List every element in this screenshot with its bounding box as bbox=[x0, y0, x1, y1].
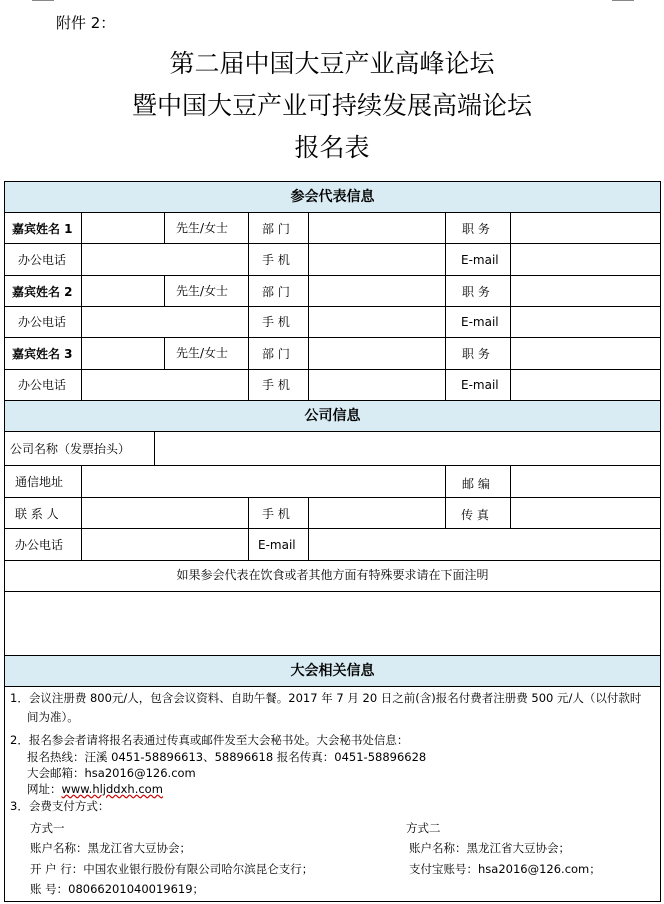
rule bbox=[5, 431, 660, 432]
delegate-3-email-label: E-mail bbox=[461, 378, 499, 392]
method-1-heading: 方式一 bbox=[30, 821, 65, 835]
rule bbox=[5, 337, 660, 338]
delegate-2-email-field[interactable] bbox=[511, 308, 660, 337]
rule bbox=[5, 591, 660, 592]
delegate-3-mobile-field[interactable] bbox=[309, 371, 445, 400]
delegate-2-title-label: 职 务 bbox=[462, 285, 490, 299]
delegate-3-title-field[interactable] bbox=[511, 339, 660, 369]
company-contact-field[interactable] bbox=[82, 499, 248, 528]
delegate-1-honorific: 先生/女士 bbox=[176, 221, 229, 235]
delegate-1-dept-label: 部 门 bbox=[262, 222, 290, 236]
rule bbox=[5, 497, 660, 498]
delegate-1-name-label: 嘉宾姓名 1 bbox=[12, 222, 73, 236]
delegate-3-office-phone-field[interactable] bbox=[82, 371, 248, 400]
conference-email: 大会邮箱：hsa2016@126.com bbox=[27, 766, 196, 780]
delegate-2-dept-label: 部 门 bbox=[262, 285, 290, 299]
section-company-header: 公司信息 bbox=[5, 401, 660, 431]
payment-methods-heading: 3．会费支付方式： bbox=[10, 799, 110, 813]
rule bbox=[5, 465, 660, 466]
rule bbox=[5, 528, 660, 529]
company-address-label: 通信地址 bbox=[15, 475, 64, 489]
rule bbox=[164, 337, 165, 369]
delegate-1-email-field[interactable] bbox=[511, 245, 660, 274]
rule bbox=[5, 306, 660, 307]
rule bbox=[5, 655, 660, 656]
company-name-field[interactable] bbox=[155, 433, 660, 465]
section-conference-header: 大会相关信息 bbox=[5, 656, 660, 686]
delegate-2-honorific: 先生/女士 bbox=[176, 284, 229, 298]
delegate-3-honorific: 先生/女士 bbox=[176, 346, 229, 360]
delegate-1-email-label: E-mail bbox=[461, 253, 499, 267]
rule bbox=[5, 400, 660, 401]
method-2-account-name: 账户名称：黑龙江省大豆协会； bbox=[409, 841, 570, 855]
company-fax-label: 传 真 bbox=[461, 508, 489, 522]
delegate-1-office-phone-field[interactable] bbox=[82, 245, 248, 274]
website-label: 网址： bbox=[27, 782, 62, 796]
delegate-1-mobile-label: 手 机 bbox=[262, 253, 290, 267]
rule bbox=[5, 560, 660, 561]
method-1-bank: 开 户 行：中国农业银行股份有限公司哈尔滨昆仑支行； bbox=[30, 862, 314, 876]
delegate-2-office-phone-label: 办公电话 bbox=[18, 315, 67, 329]
company-email-field[interactable] bbox=[309, 530, 660, 560]
rule bbox=[445, 212, 446, 400]
top-rule-right bbox=[612, 0, 634, 1]
website-link[interactable]: www.hljddxh.com bbox=[61, 782, 163, 796]
delegate-3-office-phone-label: 办公电话 bbox=[18, 378, 67, 392]
rule bbox=[5, 275, 660, 276]
delegate-3-email-field[interactable] bbox=[511, 371, 660, 400]
delegate-3-name-field[interactable] bbox=[82, 339, 164, 369]
delegate-1-office-phone-label: 办公电话 bbox=[18, 253, 67, 267]
company-office-phone-label: 办公电话 bbox=[15, 538, 64, 552]
registration-hotline: 报名热线：汪溪 0451-58896613、58896618 报名传真：0451-58896628 bbox=[27, 750, 427, 764]
delegate-3-name-label: 嘉宾姓名 3 bbox=[12, 347, 73, 361]
rule bbox=[5, 212, 660, 213]
rule bbox=[5, 243, 660, 244]
delegate-3-dept-label: 部 门 bbox=[262, 347, 290, 361]
website-line bbox=[27, 781, 163, 797]
delegate-1-title-field[interactable] bbox=[511, 214, 660, 243]
rule bbox=[248, 212, 249, 400]
rule bbox=[248, 497, 249, 560]
rule bbox=[5, 369, 660, 370]
delegate-2-dept-field[interactable] bbox=[309, 277, 445, 306]
special-requirements-field[interactable] bbox=[6, 593, 659, 654]
rule bbox=[445, 465, 446, 528]
delegate-3-dept-field[interactable] bbox=[309, 339, 445, 369]
company-office-phone-field[interactable] bbox=[82, 530, 248, 560]
delegate-2-mobile-field[interactable] bbox=[309, 308, 445, 337]
method-1-account-number: 账 号：08066201040019619； bbox=[30, 882, 205, 896]
delegate-2-mobile-label: 手 机 bbox=[262, 315, 290, 329]
delegate-2-name-label: 嘉宾姓名 2 bbox=[12, 285, 73, 299]
rule bbox=[164, 212, 165, 243]
company-email-label: E-mail bbox=[258, 538, 296, 552]
delegate-2-email-label: E-mail bbox=[461, 315, 499, 329]
rule bbox=[164, 275, 165, 306]
company-name-label: 公司名称（发票抬头） bbox=[10, 442, 131, 456]
delegate-2-office-phone-field[interactable] bbox=[82, 308, 248, 337]
method-2-alipay: 支付宝账号：hsa2016@126.com； bbox=[409, 862, 601, 876]
page-title-line-1: 第二届中国大豆产业高峰论坛 bbox=[169, 49, 495, 78]
company-postcode-label: 邮 编 bbox=[462, 477, 490, 491]
top-rule-left bbox=[32, 0, 54, 1]
special-requirements-note: 如果参会代表在饮食或者其他方面有特殊要求请在下面注明 bbox=[176, 568, 489, 582]
delegate-1-mobile-field[interactable] bbox=[309, 245, 445, 274]
company-contact-label: 联 系 人 bbox=[15, 507, 59, 521]
delegate-2-title-field[interactable] bbox=[511, 277, 660, 306]
delegate-1-title-label: 职 务 bbox=[462, 222, 490, 236]
delegate-1-dept-field[interactable] bbox=[309, 214, 445, 243]
attachment-label: 附件 2： bbox=[56, 14, 116, 32]
delegate-2-name-field[interactable] bbox=[82, 277, 164, 306]
method-2-heading: 方式二 bbox=[406, 821, 441, 835]
company-mobile-label: 手 机 bbox=[262, 507, 290, 521]
company-address-field[interactable] bbox=[82, 467, 445, 497]
company-mobile-field[interactable] bbox=[309, 499, 445, 528]
rule bbox=[5, 686, 660, 687]
fee-info-line-1: 1．会议注册费 800元/人，包含会议资料、自助午餐。2017 年 7 月 20 日之前(含)报名付费者注册费 500 元/人（以付款时 bbox=[10, 691, 642, 705]
delegate-1-name-field[interactable] bbox=[82, 214, 164, 243]
registration-info-line: 2．报名参会者请将报名表通过传真或邮件发至大会秘书处。大会秘书处信息： bbox=[10, 733, 409, 747]
method-1-account-name: 账户名称：黑龙江省大豆协会； bbox=[30, 841, 191, 855]
company-fax-field[interactable] bbox=[511, 499, 660, 528]
fee-info-line-2: 间为准）。 bbox=[27, 710, 79, 724]
delegate-3-title-label: 职 务 bbox=[462, 347, 490, 361]
section-delegates-header: 参会代表信息 bbox=[5, 182, 660, 212]
page-title-line-2: 暨中国大豆产业可持续发展高端论坛 bbox=[131, 91, 532, 120]
company-postcode-field[interactable] bbox=[511, 467, 660, 497]
delegate-3-mobile-label: 手 机 bbox=[262, 378, 290, 392]
page-title-line-3: 报名表 bbox=[294, 133, 370, 162]
